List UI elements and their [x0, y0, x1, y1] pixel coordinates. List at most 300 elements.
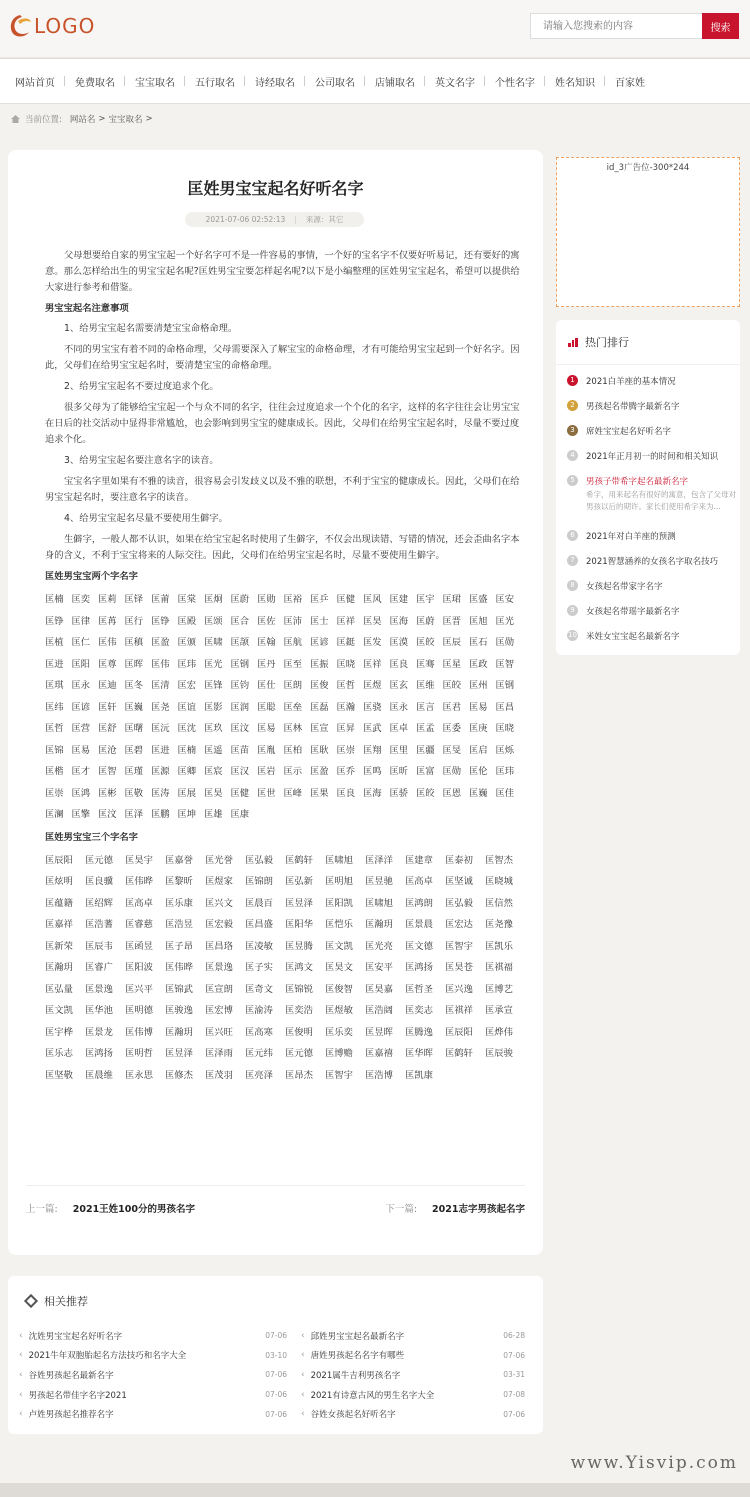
- name-item: 匡昱晖: [365, 1026, 393, 1038]
- prev-label: 上一篇:: [26, 1204, 58, 1215]
- name-item: 匡士: [310, 615, 329, 627]
- name-item: 匡乐康: [165, 897, 193, 909]
- nav-item[interactable]: 免费取名: [65, 74, 125, 89]
- name-item: 匡永: [389, 701, 409, 713]
- name-item: 匡伟: [98, 637, 117, 648]
- name-item: 匡鋌: [336, 637, 356, 648]
- hot-ranking-title[interactable]: 男孩子带希字起名最新名字: [586, 477, 689, 487]
- name-item: 匡骏逸: [165, 1005, 193, 1016]
- related-item-date: 07-06: [503, 1350, 525, 1360]
- rank-number-badge: 6: [567, 530, 578, 541]
- name-item: 匡兴逸: [445, 983, 473, 995]
- name-item: 匡沈: [177, 723, 197, 734]
- site-logo[interactable]: [8, 12, 95, 40]
- name-item: 匡尊: [98, 658, 117, 670]
- name-item: 匡光: [204, 658, 223, 670]
- name-item: 匡鸿文: [285, 962, 313, 973]
- name-item: 匡锦武: [165, 983, 193, 995]
- name-item: 匡舒: [98, 723, 117, 734]
- related-item-date: 07-06: [265, 1370, 287, 1380]
- name-item: 匡示: [283, 766, 303, 777]
- name-item: 匡晓城: [485, 876, 513, 887]
- name-item: 匡昂杰: [285, 1069, 313, 1081]
- name-item: 匡高寒: [245, 1026, 273, 1038]
- name-item: 匡永: [71, 680, 91, 691]
- article-body: [45, 248, 525, 1090]
- name-item: 匡光: [495, 615, 515, 627]
- name-item: 匡钢: [230, 658, 250, 670]
- name-item: 匡景龙: [85, 1026, 113, 1038]
- name-item: 匡营: [71, 723, 91, 734]
- name-item: 匡哲圣: [405, 983, 433, 995]
- name-item: 匡锋: [204, 680, 223, 691]
- name-item: 匡皎: [416, 787, 435, 799]
- name-item: 匡良: [336, 787, 356, 799]
- name-item: 匡兴平: [125, 983, 153, 995]
- related-item-title[interactable]: ‹ 卢姓男孩起名推荐名字: [19, 1408, 114, 1420]
- name-item: 匡祥: [336, 615, 356, 627]
- name-item: 匡渝涛: [245, 1005, 273, 1016]
- name-item: 匡啸旭: [325, 854, 353, 866]
- rank-number-badge: 7: [567, 555, 578, 566]
- name-item: 匡委: [442, 723, 462, 734]
- name-item: 匡哲: [336, 680, 356, 691]
- name-item: 匡棠: [177, 594, 197, 605]
- name-item: 匡展: [177, 787, 197, 799]
- name-item: 匡佳: [495, 787, 515, 799]
- rank-number-badge: 4: [567, 450, 578, 461]
- name-item: 匡铎: [124, 594, 144, 605]
- name-item: 匡宇: [416, 594, 435, 605]
- next-article: [385, 1201, 525, 1215]
- name-item: 匡阳凯: [325, 897, 353, 909]
- name-item: 匡景逸: [205, 962, 233, 973]
- name-item: 匡子昂: [165, 940, 193, 952]
- name-item: 匡烁: [495, 744, 515, 756]
- hot-ranking-title[interactable]: 席姓宝宝起名好听名字: [586, 427, 672, 437]
- name-item: 匡崇: [336, 744, 356, 756]
- related-item-date: 03-10: [265, 1350, 287, 1360]
- name-item: 匡昇: [336, 723, 356, 734]
- related-header: [8, 1276, 543, 1326]
- name-item: 匡殿: [177, 615, 197, 627]
- section-heading-three-char: 匡姓男宝宝三个字名字: [45, 831, 138, 843]
- search-input[interactable]: [530, 13, 702, 39]
- name-item: 匡铮: [45, 615, 64, 627]
- article-title: 匡姓男宝宝起名好听名字: [187, 179, 364, 198]
- name-item: 匡智宇: [445, 940, 473, 952]
- name-item: 匡腾逸: [405, 1026, 433, 1038]
- related-item-date: 06-28: [503, 1331, 525, 1341]
- name-item: 匡耿: [310, 744, 329, 756]
- name-item: 匡晨维: [85, 1069, 113, 1081]
- related-item-date: 07-06: [265, 1409, 287, 1419]
- rank-number-badge: 3: [567, 425, 578, 436]
- related-item-title[interactable]: ‹ 男孩起名带佳字名字2021: [19, 1389, 127, 1401]
- name-item: 匡涛: [151, 787, 170, 799]
- name-item: 匡嘉禧: [365, 1048, 393, 1059]
- related-item[interactable]: [19, 1404, 301, 1424]
- related-item-title[interactable]: ‹ 邱姓男宝宝起名最新名字: [301, 1330, 404, 1342]
- search-bar: [530, 13, 739, 39]
- name-item: 匡州: [469, 680, 488, 691]
- hot-ranking-title[interactable]: 米姓女宝宝起名最新名字: [586, 632, 680, 642]
- name-item: 匡海: [389, 615, 409, 627]
- related-item[interactable]: [301, 1346, 525, 1366]
- name-item: 匡昊: [363, 615, 382, 627]
- name-item: 匡维: [416, 680, 435, 691]
- hot-ranking-title[interactable]: 2021智慧涵养的女孩名字取名技巧: [586, 557, 719, 567]
- section-heading-two-char: 匡姓男宝宝两个字名字: [45, 571, 138, 582]
- name-item: 匡恺乐: [325, 919, 353, 930]
- next-label: 下一篇:: [385, 1204, 418, 1215]
- ad-slot[interactable]: id_3广告位-300*244: [556, 157, 740, 307]
- name-item: 匡昱腾: [285, 940, 313, 952]
- name-item: 匡勋: [257, 594, 276, 605]
- hot-ranking-item[interactable]: [567, 471, 740, 526]
- name-item: 匡伟晔: [125, 876, 153, 887]
- name-item: 匡岩: [257, 766, 276, 777]
- hot-ranking-desc: 希字，用来起名有很好的寓意，包含了父母对男孩以后的期许。家长们使用希字来为...: [586, 490, 736, 511]
- related-item-date: 07-06: [265, 1390, 287, 1400]
- name-item: 匡巍: [124, 701, 144, 713]
- breadcrumb-item-home[interactable]: 网站名: [69, 115, 96, 125]
- name-item: 匡昊嘉: [365, 983, 393, 995]
- name-item: 匡浩博: [365, 1069, 393, 1081]
- related-column-left: [19, 1326, 301, 1424]
- bar-chart-icon: [568, 338, 578, 347]
- name-item: 匡弘毅: [245, 854, 273, 866]
- name-item: 匡智宇: [325, 1069, 353, 1081]
- name-item: 匡鸣: [363, 766, 382, 777]
- name-item: 匡行: [124, 615, 144, 627]
- nav-item[interactable]: 网站首页: [5, 74, 65, 89]
- name-item: 匡轩: [98, 701, 117, 713]
- related-item[interactable]: [19, 1365, 301, 1385]
- rank-number-badge: 9: [567, 605, 578, 616]
- name-item: 匡颁: [177, 637, 197, 648]
- name-item: 匡聪: [257, 701, 276, 713]
- hot-ranking-title: 热门排行: [585, 336, 629, 349]
- name-item: 匡遥: [204, 744, 223, 756]
- name-item: 匡源: [151, 766, 170, 777]
- related-item-title[interactable]: ‹ 2021牛年双胞胎起名方法技巧和名字大全: [19, 1349, 186, 1361]
- name-item: 匡迪: [98, 680, 117, 691]
- name-item: 匡乔: [336, 766, 356, 777]
- name-item: 匡蕴籍: [45, 897, 73, 909]
- name-item: 匡风: [363, 594, 382, 605]
- name-item: 匡锦锐: [285, 983, 313, 995]
- name-item: 匡坚诚: [445, 876, 473, 887]
- nav-item[interactable]: 个性名字: [485, 74, 545, 89]
- name-item: 匡弘新: [285, 876, 313, 887]
- hot-ranking-title[interactable]: 女孩起名带家字名字: [586, 582, 663, 592]
- name-item: 匡沧: [98, 744, 117, 756]
- name-item: 匡颉: [230, 637, 250, 648]
- name-item: 匡祺祥: [445, 1005, 473, 1016]
- name-item: 匡文德: [405, 940, 433, 952]
- site-header: [0, 0, 750, 58]
- name-item: 匡翔: [363, 744, 382, 756]
- name-item: 匡纬: [45, 701, 64, 713]
- nav-item[interactable]: 百家姓: [615, 77, 645, 89]
- name-item: 匡晓: [495, 723, 515, 734]
- hot-ranking-item[interactable]: [567, 526, 740, 551]
- tip-title: 2、给男宝宝起名不要过度追求个化。: [64, 381, 219, 392]
- name-item: 匡景逸: [85, 983, 113, 995]
- name-item: 匡乐奕: [325, 1026, 353, 1038]
- name-item: 匡啸旭: [365, 897, 393, 909]
- hot-ranking-item[interactable]: [567, 551, 740, 576]
- name-item: 匡昊苍: [445, 962, 473, 973]
- name-item: 匡进: [45, 658, 64, 670]
- nav-item[interactable]: 宝宝取名: [125, 74, 185, 89]
- nav-item[interactable]: 英文名字: [425, 74, 485, 89]
- hot-ranking-item[interactable]: [567, 446, 740, 471]
- name-item: 匡伟: [151, 658, 170, 670]
- name-item: 匡光亮: [365, 940, 393, 952]
- name-item: 匡景晨: [405, 919, 433, 930]
- name-item: 匡泽: [124, 809, 144, 820]
- name-item: 匡钧: [230, 680, 250, 691]
- name-item: 匡奕: [71, 594, 91, 605]
- name-item: 匡雄: [204, 809, 223, 820]
- name-item: 匡煜敏: [325, 1005, 353, 1016]
- name-item: 匡兴旺: [205, 1026, 233, 1038]
- name-item: 匡乐志: [45, 1048, 73, 1059]
- name-item: 匡勋: [495, 637, 515, 648]
- name-item: 匡卓: [389, 723, 409, 734]
- name-item: 匡汉: [230, 766, 250, 777]
- related-item[interactable]: [301, 1385, 525, 1405]
- related-item[interactable]: [19, 1326, 301, 1346]
- name-item: 匡康: [230, 809, 250, 820]
- breadcrumb-separator: >: [145, 114, 153, 124]
- related-item-title[interactable]: ‹ 2021有诗意古风的男生名字大全: [301, 1389, 434, 1401]
- nav-item[interactable]: 五行取名: [185, 74, 245, 89]
- prev-article-link[interactable]: 2021王姓100分的男孩名字: [72, 1204, 196, 1215]
- related-item[interactable]: [19, 1346, 301, 1366]
- hot-ranking-item[interactable]: [567, 576, 740, 601]
- name-item: 匡宏毅: [205, 919, 233, 930]
- search-button[interactable]: 搜索: [702, 13, 739, 39]
- name-item: 匡晨百: [245, 897, 273, 909]
- name-item: 匡旻: [442, 744, 462, 756]
- name-item: 匡楠: [45, 594, 64, 605]
- name-item: 匡珺: [442, 594, 462, 605]
- name-item: 匡宸: [204, 766, 223, 777]
- name-item: 匡佐: [257, 615, 276, 627]
- hot-ranking-item[interactable]: [567, 601, 740, 626]
- rank-number-badge: 8: [567, 580, 578, 591]
- name-item: 匡翰: [257, 637, 276, 648]
- name-item: 匡健: [230, 787, 250, 799]
- section-heading-notes: 男宝宝起名注意事项: [45, 303, 129, 314]
- name-item: 匡新荣: [45, 940, 73, 952]
- name-item: 匡嘉祥: [45, 919, 73, 930]
- name-item: 匡昌珞: [205, 940, 233, 952]
- name-item: 匡元纬: [245, 1048, 273, 1059]
- name-item: 匡玮: [177, 658, 197, 670]
- name-item: 匡玖: [204, 723, 223, 734]
- nav-item[interactable]: 诗经取名: [245, 74, 305, 89]
- name-item: 匡进: [151, 744, 170, 756]
- name-item: 匡君: [442, 701, 462, 713]
- name-item: 匡阳华: [285, 919, 313, 930]
- name-item: 匡绍辉: [85, 897, 113, 909]
- name-item: 匡睿慈: [125, 919, 153, 930]
- related-item[interactable]: [301, 1404, 525, 1424]
- name-item: 匡宣朗: [205, 983, 233, 995]
- name-item: 匡蔚: [230, 594, 250, 605]
- hot-ranking-title[interactable]: 2021白羊座的基本情况: [586, 377, 676, 387]
- related-item[interactable]: [301, 1365, 525, 1385]
- name-item: 匡海: [363, 787, 382, 799]
- name-item: 匡俊智: [325, 983, 353, 995]
- nav-item[interactable]: 姓名知识: [545, 74, 605, 89]
- name-item: 匡盛: [469, 594, 488, 605]
- prev-article: [26, 1201, 195, 1215]
- name-item: 匡朗: [283, 680, 303, 691]
- name-item: 匡博艺: [485, 983, 513, 995]
- name-item: 匡柏: [283, 744, 303, 756]
- name-item: 匡巍: [469, 787, 488, 799]
- name-item: 匡祥: [363, 658, 382, 670]
- name-item: 匡崇: [45, 787, 64, 799]
- name-item: 匡钢: [495, 680, 515, 691]
- related-item-date: 07-08: [503, 1390, 525, 1400]
- hot-ranking-title[interactable]: 2021年正月初一的时间和相关知识: [586, 452, 719, 462]
- footer-strip: [0, 1483, 750, 1497]
- name-item: 匡润: [230, 701, 250, 713]
- name-item: 匡伟博: [125, 1026, 153, 1038]
- three-char-name-list: [45, 850, 525, 1087]
- hot-ranking-title[interactable]: 男孩起名带腾字最新名字: [586, 402, 680, 412]
- hot-ranking-list: [556, 365, 740, 651]
- related-column-right: [301, 1326, 525, 1424]
- name-item: 匡铮: [151, 615, 170, 627]
- hot-ranking-item[interactable]: [567, 421, 740, 446]
- name-item: 匡振: [310, 658, 329, 670]
- hot-ranking-item[interactable]: [567, 626, 740, 651]
- related-item[interactable]: [301, 1326, 525, 1346]
- name-item: 匡信然: [485, 897, 513, 909]
- name-item: 匡俊: [310, 680, 329, 691]
- name-item: 匡奕浩: [285, 1005, 313, 1016]
- name-item: 匡安平: [365, 962, 393, 973]
- name-item: 匡颂: [204, 615, 223, 627]
- related-item[interactable]: [19, 1385, 301, 1405]
- name-item: 匡石: [469, 637, 488, 648]
- name-item: 匡汶: [98, 809, 117, 820]
- hot-ranking-item[interactable]: [567, 396, 740, 421]
- related-item-title[interactable]: ‹ 唐姓男孩起名名字有哪些: [301, 1349, 404, 1361]
- name-item: 匡弘量: [45, 983, 73, 995]
- nav-item[interactable]: 店铺取名: [365, 74, 425, 89]
- related-item-title[interactable]: ‹ 沈姓男宝宝起名好听名字: [19, 1330, 122, 1342]
- name-item: 匡言: [416, 701, 435, 713]
- name-item: 匡裕: [283, 594, 303, 605]
- related-item-date: 07-06: [265, 1331, 287, 1341]
- name-item: 匡博赡: [325, 1048, 353, 1059]
- name-item: 匡林: [283, 723, 303, 734]
- name-item: 匡谊: [177, 701, 197, 713]
- name-item: 匡擎: [71, 809, 91, 820]
- name-item: 匡啸: [204, 637, 223, 648]
- hot-ranking-title[interactable]: 2021年对白羊座的预测: [586, 532, 676, 542]
- name-item: 匡澜: [45, 809, 64, 820]
- name-item: 匡凌敏: [245, 940, 273, 952]
- name-item: 匡元德: [285, 1048, 313, 1059]
- tip-title: 3、给男宝宝起名要注意名字的读音。: [64, 455, 219, 466]
- name-item: 匡世: [257, 787, 276, 799]
- tip-title: 4、给男宝宝起名尽量不要使用生僻字。: [64, 513, 228, 524]
- name-item: 匡昌盛: [245, 919, 273, 930]
- name-item: 匡修杰: [165, 1069, 193, 1081]
- name-item: 匡亮泽: [245, 1069, 273, 1081]
- next-article-link[interactable]: 2021志字男孩起名字: [432, 1204, 525, 1215]
- name-item: 匡昊宇: [125, 854, 153, 866]
- related-columns: [8, 1326, 543, 1424]
- name-item: 匡炯: [204, 594, 223, 605]
- name-item: 匡光誉: [205, 854, 233, 866]
- name-item: 匡辰骏: [485, 1048, 513, 1059]
- related-item-title[interactable]: ‹ 谷姓男孩起名最新名字: [19, 1369, 114, 1381]
- nav-item[interactable]: 公司取名: [305, 74, 365, 89]
- name-item: 匡瀚玥: [165, 1026, 193, 1038]
- rank-number-badge: 1: [567, 375, 578, 386]
- name-item: 匡承宣: [485, 1005, 513, 1016]
- name-item: 匡子实: [245, 962, 273, 973]
- two-char-name-list: [45, 589, 525, 826]
- name-item: 匡祺福: [485, 962, 513, 973]
- name-item: 匡律: [71, 615, 91, 627]
- related-item-title[interactable]: ‹ 2021属牛吉利男孩名字: [301, 1369, 400, 1381]
- article-date: 2021-07-06 02:52:13: [205, 215, 286, 224]
- name-item: 匡阳: [71, 658, 91, 670]
- hot-ranking-item[interactable]: [567, 371, 740, 396]
- article-source: 来源：其它: [305, 215, 344, 224]
- name-item: 匡伦: [469, 766, 488, 777]
- article-meta: [185, 212, 364, 227]
- name-item: 匡煜家: [205, 876, 233, 887]
- name-item: 匡坤: [177, 809, 197, 820]
- name-item: 匡元德: [85, 854, 113, 866]
- name-item: 匡昱驰: [365, 876, 393, 887]
- name-item: 匡瀚玥: [365, 919, 393, 930]
- rank-number-badge: 2: [567, 400, 578, 411]
- main-nav: [0, 58, 750, 104]
- rank-number-badge: 10: [568, 631, 577, 639]
- breadcrumb-item-category[interactable]: 宝宝取名: [108, 115, 143, 125]
- name-item: 匡坚敬: [45, 1069, 73, 1081]
- name-item: 匡泽洋: [365, 854, 393, 866]
- name-item: 匡骄: [389, 787, 409, 799]
- name-item: 匡安: [495, 594, 515, 605]
- name-item: 匡影: [204, 701, 223, 713]
- name-item: 匡昊: [204, 787, 223, 799]
- name-item: 匡皎: [416, 637, 435, 648]
- name-item: 匡莉: [98, 594, 117, 605]
- hot-ranking-title[interactable]: 女孩起名带瑶字最新名字: [586, 607, 680, 617]
- name-item: 匡建章: [405, 854, 433, 866]
- related-item-title[interactable]: ‹ 谷姓女孩起名好听名字: [301, 1408, 396, 1420]
- name-item: 匡瀚玥: [45, 962, 73, 973]
- name-item: 匡哲: [45, 723, 64, 734]
- related-item-date: 03-31: [503, 1370, 525, 1380]
- breadcrumb-label: 当前位置:: [25, 115, 62, 125]
- name-item: 匡蔚: [416, 615, 435, 627]
